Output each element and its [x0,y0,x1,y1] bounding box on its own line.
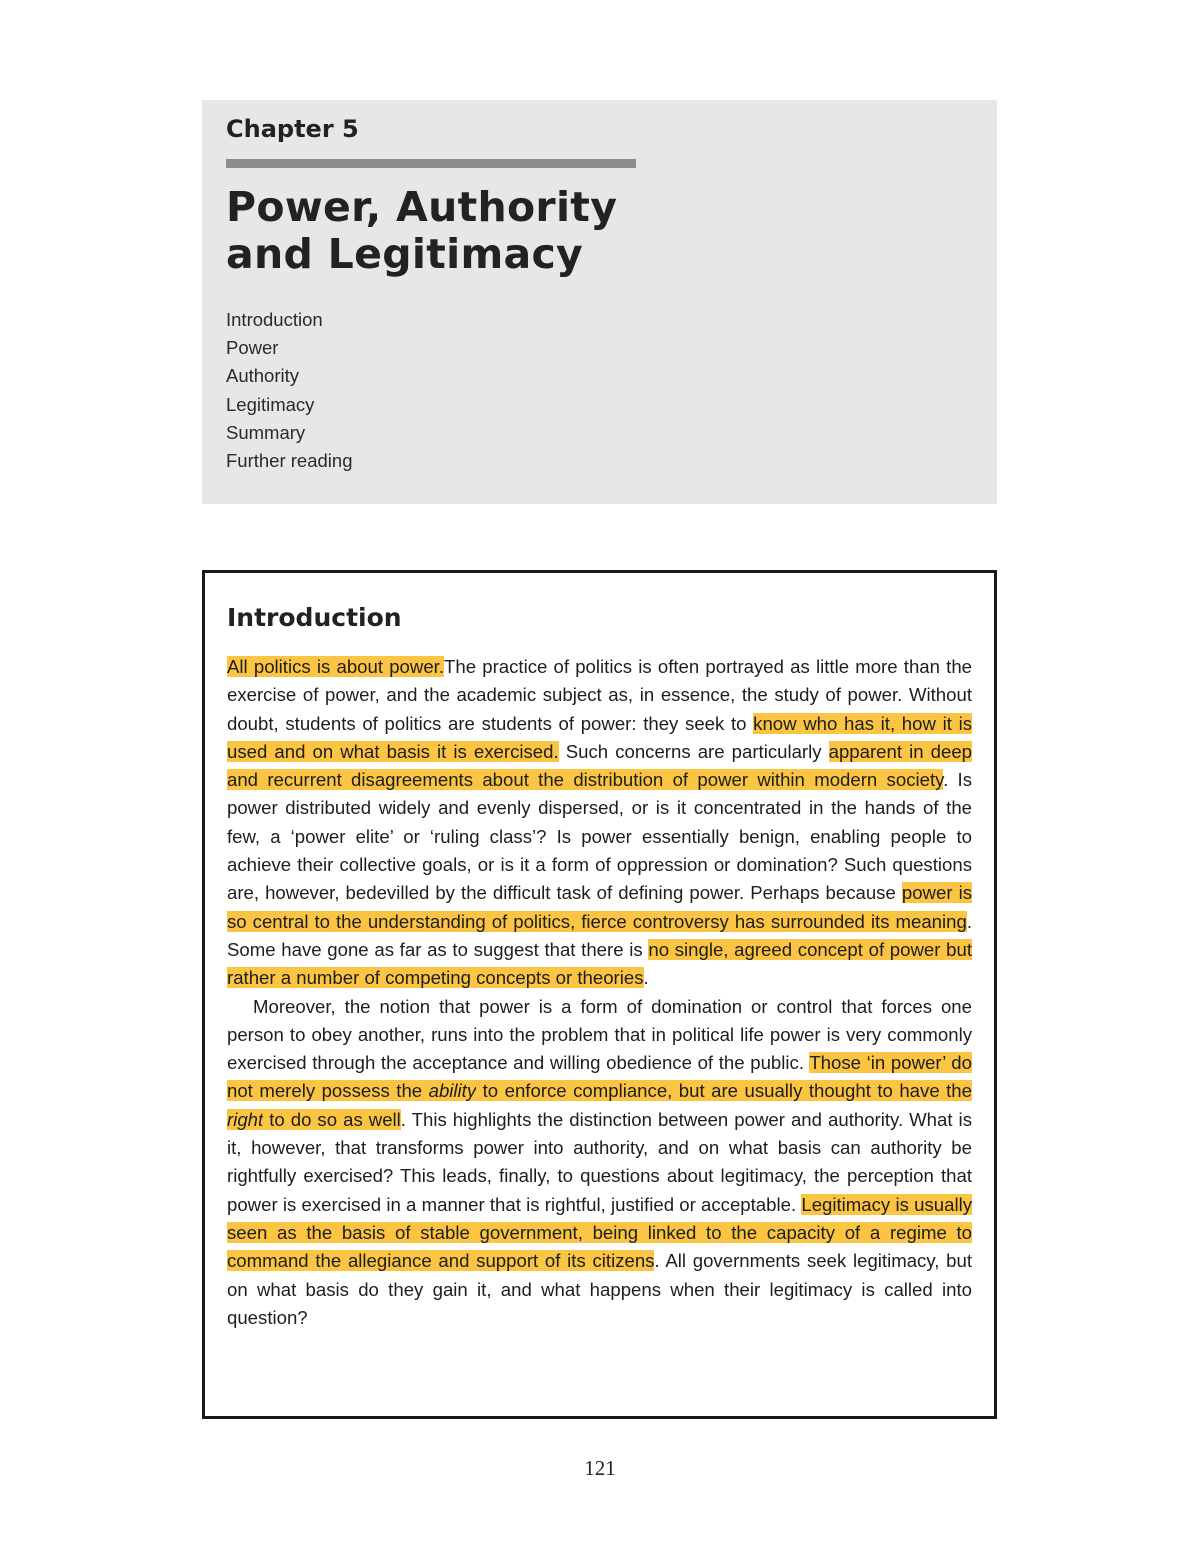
introduction-paragraph-1 [227,653,972,993]
introduction-heading: Introduction [227,603,402,632]
chapter-title-line-1: Power, Authority [226,183,618,231]
contents-item-further-reading: Further reading [226,450,353,472]
highlighted-text: power is so central to the understanding of politics, fierce controversy has surrounded its meaning [227,882,972,932]
body-text: Moreover, the notion that power is a form of domination or control that forces one person to obey another, runs into the problem that in political life power is very commonly exercised through the acceptance and willing obedience of the public. [227,995,972,1074]
highlighted-italic-text: right [227,1108,264,1130]
chapter-contents-list [226,306,973,475]
body-text: . [643,967,649,989]
highlighted-text: Legitimacy is usually seen as the basis of stable government, being linked to the capacity of a regime to command the allegiance and support of its citizens [227,1193,972,1272]
contents-item-authority: Authority [226,365,300,387]
contents-item-legitimacy: Legitimacy [226,393,315,415]
body-text: . This highlights the distinction between power and authority. What is it, however, that transforms power into authority, and on what basis can authority be rightfully exercised? This leads, finally, to questions about legitimacy, the perception that power is exercised in a manner that is rightful, justified or acceptable. [227,1108,972,1215]
highlighted-text: Those ‘in power’ do not merely possess the [227,1052,972,1102]
body-text: . Some have gone as far as to suggest that there is [227,910,972,960]
introduction-box [202,570,997,1419]
page-number: 121 [584,1456,616,1480]
body-text: The practice of politics is often portrayed as little more than the exercise of power, and the academic subject as, in essence, the study of power. Without doubt, students of politics are students of power: they seek to [227,656,973,734]
highlighted-text: All politics is about power. [227,656,444,677]
contents-item-introduction: Introduction [226,309,323,330]
chapter-title-line-2: and Legitimacy [226,230,584,278]
chapter-header-box [202,100,997,504]
highlighted-text: to enforce compliance, but are usually thought to have the [476,1080,972,1102]
highlighted-italic-text: ability [428,1080,477,1102]
highlighted-text: to do so as well [263,1108,401,1130]
highlighted-text: know who has it, how it is used and on what basis it is exercised. [227,712,972,762]
contents-item-summary: Summary [226,421,306,443]
body-text: . All governments seek legitimacy, but on what basis do they gain it, and what happens when their legitimacy is called into question? [227,1250,972,1328]
chapter-label: Chapter 5 [226,115,359,143]
introduction-paragraph-2 [227,993,972,1333]
body-text: Such concerns are particularly [558,740,829,762]
highlighted-text: no single, agreed concept of power but rather a number of competing concepts or theories [227,938,972,989]
contents-item-power: Power [226,337,279,359]
chapter-rule [226,159,636,168]
highlighted-text: apparent in deep and recurrent disagreements about the distribution of power within modern society [227,740,973,791]
body-text: . Is power distributed widely and evenly dispersed, or is it concentrated in the hands of the few, a ‘power elite’ or ‘ruling class’? Is power essentially benign, enabling people to achieve their collective goals, or is it a form of oppression or domination? Such questions are, however, bedevilled by the difficult task of defining power. Perhaps because [227,769,973,904]
chapter-title [226,184,973,278]
